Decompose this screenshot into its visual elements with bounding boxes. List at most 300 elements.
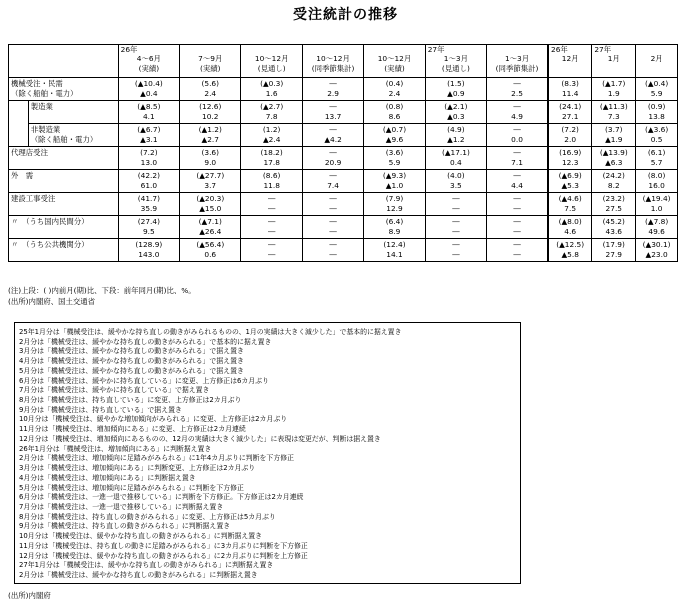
table-cell — [487, 216, 548, 239]
column-header — [364, 45, 425, 78]
column-year: 26年 — [120, 45, 138, 54]
mom-value: (0.4) — [385, 79, 404, 88]
yoy-value: 4.4 — [511, 181, 523, 190]
mom-value: (4.9) — [447, 125, 465, 134]
mom-value: (▲11.3) — [599, 102, 628, 111]
note-source: (出所)内閣府、国土交通省 — [8, 297, 96, 306]
table-notes — [8, 285, 196, 307]
yoy-value: ― — [329, 204, 337, 213]
column-header — [636, 45, 678, 78]
table-cell — [487, 193, 548, 216]
column-period: 10～12月 — [254, 54, 289, 63]
table-cell — [118, 216, 179, 239]
column-header — [241, 45, 302, 78]
table-cell — [241, 147, 302, 170]
yoy-value: ▲0.3 — [447, 112, 465, 121]
table-cell — [241, 239, 302, 262]
yoy-value: 61.0 — [140, 181, 158, 190]
mom-value: (8.3) — [561, 79, 579, 88]
column-type: (実績) — [138, 64, 160, 73]
mom-value: (7.9) — [385, 194, 404, 203]
column-period: 1月 — [607, 54, 620, 63]
history-line: 10月分は「機械受注は、緩やかな持ち直しの動きがみられる」に判断据え置き — [19, 532, 263, 541]
mom-value: (▲1.2) — [198, 125, 222, 134]
mom-value: ― — [329, 79, 337, 88]
yoy-value: 2.4 — [388, 89, 401, 98]
table-cell — [364, 78, 425, 101]
mom-value: ― — [329, 217, 337, 226]
column-period: 12月 — [561, 54, 579, 63]
mom-value: (27.4) — [137, 217, 160, 226]
table-cell — [548, 147, 592, 170]
table-cell — [636, 216, 678, 239]
table-row — [9, 193, 678, 216]
yoy-value: 27.9 — [605, 250, 623, 259]
table-cell — [425, 101, 486, 124]
yoy-value: ▲9.6 — [385, 135, 404, 144]
mom-value: (0.8) — [385, 102, 404, 111]
mom-value: ― — [267, 240, 276, 249]
mom-value: (▲2.1) — [444, 102, 468, 111]
yoy-value: 2.9 — [327, 89, 339, 98]
mom-value: (41.7) — [137, 194, 160, 203]
table-cell — [636, 239, 678, 262]
yoy-value: ― — [452, 250, 460, 259]
mom-value: (1.5) — [447, 79, 465, 88]
mom-value: (▲0.7) — [382, 125, 407, 134]
history-line: 2月分は「機械受注は、増加傾向に足踏みがみられる」に1年4カ月ぶりに判断を下方修正 — [19, 454, 294, 463]
mom-value: ― — [513, 148, 521, 157]
table-cell — [592, 170, 636, 193]
table-cell — [425, 239, 486, 262]
yoy-value: 16.0 — [648, 181, 665, 190]
yoy-value: 3.7 — [204, 181, 217, 190]
mom-value: (7.2) — [140, 148, 158, 157]
history-line: 6月分は「機械受注は、緩やかに持ち直している」に変更、上方修正は6カ月ぶり — [19, 376, 269, 385]
table-cell — [241, 78, 302, 101]
table-row — [9, 101, 678, 124]
mom-value: ― — [329, 194, 337, 203]
row-label-main: 〃 （うち国内民間分） — [11, 217, 89, 226]
mom-value: (▲8.0) — [558, 217, 582, 226]
column-type — [551, 65, 589, 75]
mom-value: (▲1.7) — [602, 79, 626, 88]
mom-value: (▲7.8) — [645, 217, 669, 226]
yoy-value: ▲1.9 — [605, 135, 623, 144]
yoy-value: ― — [513, 204, 521, 213]
mom-value: (▲2.7) — [260, 102, 284, 111]
mom-value: ― — [329, 125, 337, 134]
history-line: 11月分は「機械受注は、増加傾向にある」に変更、上方修正は2カ月連続 — [19, 425, 246, 434]
table-cell — [364, 147, 425, 170]
history-line: 10月分は「機械受注は、緩やかな増加傾向がみられる」に変更、上方修正は2カ月ぶり — [19, 415, 288, 424]
table-cell — [487, 170, 548, 193]
history-line: 4月分は「機械受注は、緩やかな持ち直しの動きがみられる」で据え置き — [19, 357, 244, 366]
yoy-value: 13.0 — [140, 158, 158, 167]
yoy-value: 4.9 — [511, 112, 523, 121]
column-year: 27年 — [427, 45, 445, 54]
table-cell — [425, 78, 486, 101]
table-cell — [302, 147, 363, 170]
mom-value: (7.2) — [561, 125, 579, 134]
row-label-sub: （除く船舶・電力） — [30, 135, 98, 144]
table-cell — [592, 239, 636, 262]
table-cell — [302, 170, 363, 193]
yoy-value: 7.5 — [564, 204, 577, 213]
yoy-value: 1.9 — [607, 89, 620, 98]
table-cell — [302, 124, 363, 147]
yoy-value: 4.1 — [142, 112, 155, 121]
mom-value: ― — [329, 148, 337, 157]
history-line: 9月分は「機械受注は、持ち直しの動きがみられる」に判断据え置き — [19, 522, 231, 531]
mom-value: ― — [452, 194, 460, 203]
yoy-value: 4.6 — [564, 227, 577, 236]
yoy-value: 8.6 — [388, 112, 401, 121]
row-label-sub — [11, 205, 116, 215]
yoy-value: ― — [452, 204, 460, 213]
table-row — [9, 216, 678, 239]
yoy-value: ▲0.4 — [140, 89, 158, 98]
yoy-value: 3.5 — [450, 181, 462, 190]
row-label-sub: （除く船舶・電力） — [11, 89, 78, 98]
column-type: (見通し) — [257, 64, 286, 73]
column-header — [592, 45, 636, 78]
mom-value: (▲8.5) — [137, 102, 161, 111]
yoy-value: ▲1.0 — [385, 181, 404, 190]
column-type: (実績) — [384, 64, 405, 73]
mom-value: (▲0.4) — [645, 79, 669, 88]
mom-value: (▲0.3) — [260, 79, 284, 88]
table-header-row — [9, 45, 678, 78]
table-cell — [180, 78, 241, 101]
mom-value: (17.9) — [602, 240, 625, 249]
table-cell — [241, 124, 302, 147]
mom-value: ― — [329, 240, 337, 249]
mom-value: (24.2) — [602, 171, 625, 180]
yoy-value: 10.2 — [202, 112, 219, 121]
column-type — [638, 65, 675, 75]
mom-value: (0.9) — [647, 102, 666, 111]
table-cell — [241, 216, 302, 239]
table-cell — [180, 147, 241, 170]
history-line: 12月分は「機械受注は、増加傾向にあるものの、12月の実績は大きく減少した」に表現は変更だが、判断は据え置き — [19, 434, 381, 443]
yoy-value: ― — [513, 250, 521, 259]
mom-value: (12.6) — [199, 102, 222, 111]
table-cell — [180, 101, 241, 124]
page-title: 受注統計の推移 — [293, 7, 398, 23]
mom-value: ― — [267, 217, 276, 226]
table-cell — [425, 216, 486, 239]
table-row — [9, 239, 678, 262]
mom-value: (3.6) — [385, 148, 404, 157]
yoy-value: 2.4 — [204, 89, 217, 98]
table-cell — [548, 216, 592, 239]
table-cell — [241, 193, 302, 216]
yoy-value: 11.4 — [561, 89, 579, 98]
column-header — [302, 45, 363, 78]
history-line: 6月分は「機械受注は、一進一退で推移している」に判断を下方修正。下方修正は2カ月連続 — [19, 493, 304, 502]
yoy-value: 17.8 — [263, 158, 280, 167]
table-cell — [592, 147, 636, 170]
mom-value: (▲19.4) — [642, 194, 671, 203]
table-cell — [548, 124, 592, 147]
table-cell — [636, 193, 678, 216]
table-row — [9, 124, 678, 147]
yoy-value: 5.9 — [388, 158, 401, 167]
yoy-value: 9.5 — [142, 227, 155, 236]
row-label-main: 非製造業 — [30, 125, 61, 134]
footer-source: (出所)内閣府 — [8, 591, 51, 600]
table-cell — [302, 78, 363, 101]
yoy-value: ▲2.4 — [262, 135, 281, 144]
mom-value: ― — [452, 217, 460, 226]
history-line: 11月分は「機械受注は、持ち直しの動きに足踏みがみられる」に3カ月ぶりに判断を下方修正 — [19, 541, 308, 550]
mom-value: (▲17.1) — [441, 148, 470, 157]
row-indent — [9, 101, 29, 124]
column-period: 7～9月 — [198, 54, 223, 63]
history-line: 3月分は「機械受注は、緩やかな持ち直しの動きがみられる」で据え置き — [19, 347, 244, 356]
yoy-value: 12.9 — [386, 204, 403, 213]
table-cell — [364, 124, 425, 147]
row-label — [28, 124, 118, 147]
mom-value: ― — [513, 171, 521, 180]
column-type: (同季節集計) — [495, 64, 539, 73]
mom-value: (▲12.5) — [556, 240, 585, 249]
history-line: 3月分は「機械受注は、増加傾向にある」に判断変更、上方修正は2カ月ぶり — [19, 464, 256, 473]
mom-value: ― — [513, 125, 521, 134]
yoy-value: 43.6 — [605, 227, 623, 236]
mom-value: (▲6.9) — [558, 171, 582, 180]
history-line: 7月分は「機械受注は、一進一退で推移している」に判断据え置き — [19, 502, 224, 511]
mom-value: (▲13.9) — [599, 148, 628, 157]
mom-value: ― — [513, 240, 521, 249]
mom-value: (▲56.4) — [196, 240, 225, 249]
row-label-main: 代理店受注 — [11, 148, 48, 157]
table-cell — [548, 239, 592, 262]
table-cell — [487, 147, 548, 170]
table-cell — [180, 239, 241, 262]
mom-value: (4.0) — [447, 171, 465, 180]
yoy-value: 5.7 — [650, 158, 663, 167]
yoy-value: 2.0 — [564, 135, 577, 144]
table-cell — [592, 101, 636, 124]
mom-value: (▲27.7) — [196, 171, 225, 180]
row-label — [9, 170, 119, 193]
row-label — [9, 216, 119, 239]
yoy-value: 35.9 — [140, 204, 158, 213]
history-line: 2月分は「機械受注は、緩やかな持ち直しの動きがみられる」で基本的に据え置き — [19, 337, 272, 346]
row-label — [28, 101, 118, 124]
table-cell — [636, 147, 678, 170]
yoy-value: ▲2.7 — [201, 135, 219, 144]
column-type: (実績) — [199, 64, 221, 73]
row-label-sub — [11, 159, 116, 169]
table-cell — [364, 216, 425, 239]
table-cell — [180, 216, 241, 239]
mom-value: ― — [452, 240, 460, 249]
row-label — [9, 193, 119, 216]
yoy-value: ― — [513, 227, 521, 236]
yoy-value: 7.3 — [607, 112, 620, 121]
row-label-sub — [31, 113, 116, 123]
yoy-value: 11.8 — [263, 181, 280, 190]
table-cell — [592, 78, 636, 101]
table-cell — [592, 124, 636, 147]
mom-value: (▲10.4) — [134, 79, 163, 88]
yoy-value: ▲3.1 — [140, 135, 158, 144]
table-cell — [425, 170, 486, 193]
table-cell — [425, 147, 486, 170]
yoy-value: 7.1 — [511, 158, 523, 167]
orders-statistics-table — [8, 44, 678, 262]
yoy-value: ― — [329, 227, 337, 236]
table-cell — [592, 216, 636, 239]
yoy-value: 143.0 — [138, 250, 160, 259]
history-line: 26年1月分は「機械受注は、増加傾向にある」に判断据え置き — [19, 444, 212, 453]
mom-value: ― — [513, 217, 521, 226]
table-row — [9, 78, 678, 101]
column-year: 26年 — [551, 45, 568, 54]
column-type — [594, 65, 633, 75]
column-type: (見通し) — [441, 64, 470, 73]
yoy-value: 7.4 — [327, 181, 339, 190]
table-cell — [425, 193, 486, 216]
table-cell — [241, 170, 302, 193]
mom-value: (▲30.1) — [642, 240, 671, 249]
table-cell — [636, 101, 678, 124]
yoy-value: 8.9 — [388, 227, 401, 236]
table-row — [9, 170, 678, 193]
table-cell — [548, 78, 592, 101]
yoy-value: ― — [267, 204, 276, 213]
yoy-value: 2.5 — [511, 89, 523, 98]
history-line: 4月分は「機械受注は、増加傾向にある」に判断据え置き — [19, 473, 196, 482]
table-cell — [241, 101, 302, 124]
mom-value: (8.6) — [262, 171, 281, 180]
mom-value: (▲6.7) — [137, 125, 161, 134]
table-cell — [548, 193, 592, 216]
mom-value: (24.1) — [559, 102, 582, 111]
table-cell — [302, 239, 363, 262]
assessment-history-box — [14, 322, 521, 584]
table-cell — [180, 124, 241, 147]
column-period: 1～3月 — [504, 54, 530, 63]
yoy-value: 27.1 — [561, 112, 579, 121]
table-header-corner — [9, 45, 119, 78]
mom-value: (18.2) — [260, 148, 283, 157]
table-cell — [302, 101, 363, 124]
table-cell — [487, 78, 548, 101]
row-label-main: 外 需 — [11, 171, 34, 180]
column-year: 27年 — [594, 45, 612, 54]
mom-value: (128.9) — [135, 240, 163, 249]
table-cell — [118, 101, 179, 124]
yoy-value: ▲15.0 — [199, 204, 222, 213]
table-cell — [118, 147, 179, 170]
mom-value: (23.2) — [602, 194, 625, 203]
row-label-sub — [11, 182, 116, 192]
table-cell — [118, 78, 179, 101]
row-indent — [9, 124, 29, 147]
mom-value: ― — [513, 79, 521, 88]
table-row — [9, 147, 678, 170]
mom-value: (5.6) — [201, 79, 220, 88]
yoy-value: 9.0 — [204, 158, 217, 167]
yoy-value: 14.1 — [386, 250, 403, 259]
yoy-value: 27.5 — [605, 204, 623, 213]
yoy-value: ― — [452, 227, 460, 236]
yoy-value: 13.8 — [648, 112, 665, 121]
mom-value: ― — [513, 102, 521, 111]
column-period: 2月 — [650, 54, 663, 63]
column-period: 1～3月 — [443, 54, 468, 63]
table-cell — [636, 170, 678, 193]
table-cell — [180, 193, 241, 216]
history-line: 7月分は「機械受注は、緩やかに持ち直している」で据え置き — [19, 386, 210, 395]
mom-value: (▲9.3) — [382, 171, 407, 180]
yoy-value: 1.6 — [265, 89, 278, 98]
table-cell — [180, 170, 241, 193]
column-type: (同季節集計) — [311, 64, 355, 73]
column-header — [487, 45, 548, 78]
row-label-sub — [11, 228, 116, 238]
mom-value: (45.2) — [602, 217, 625, 226]
table-cell — [487, 101, 548, 124]
yoy-value: 49.6 — [648, 227, 665, 236]
mom-value: (1.2) — [262, 125, 281, 134]
row-label — [9, 78, 119, 101]
mom-value: ― — [267, 194, 276, 203]
note-line: (注)上段：( )内前月(期)比、下段：前年同月(期)比、%。 — [8, 286, 196, 295]
yoy-value: 1.0 — [650, 204, 663, 213]
mom-value: (3.6) — [201, 148, 220, 157]
table-cell — [302, 216, 363, 239]
column-header — [548, 45, 592, 78]
history-line: 2月分は「機械受注は、緩やかな持ち直しの動きがみられる」に判断据え置き — [19, 570, 258, 579]
mom-value: (▲20.3) — [196, 194, 225, 203]
row-label — [9, 239, 119, 262]
mom-value: (6.1) — [647, 148, 666, 157]
column-header — [118, 45, 179, 78]
yoy-value: 20.9 — [324, 158, 342, 167]
mom-value: (6.4) — [385, 217, 404, 226]
history-line: 5月分は「機械受注は、緩やかな持ち直しの動きがみられる」で据え置き — [19, 366, 244, 375]
history-line: 8月分は「機械受注は、持ち直しの動きがみられる」に変更、上方修正は5カ月ぶり — [19, 512, 276, 521]
yoy-value: 8.2 — [607, 181, 620, 190]
table-cell — [636, 124, 678, 147]
yoy-value: 5.9 — [650, 89, 663, 98]
mom-value: (12.4) — [383, 240, 406, 249]
table-cell — [302, 193, 363, 216]
table-cell — [548, 101, 592, 124]
table-cell — [487, 124, 548, 147]
yoy-value: ― — [267, 250, 276, 259]
mom-value: (16.9) — [559, 148, 582, 157]
row-label-main: 建設工事受注 — [11, 194, 56, 203]
history-line: 12月分は「機械受注は、緩やかな持ち直しの動きがみられる」に2カ月ぶりに判断を上方修正 — [19, 551, 308, 560]
table-cell — [425, 124, 486, 147]
mom-value: (3.7) — [605, 125, 623, 134]
row-label — [9, 147, 119, 170]
table-cell — [118, 239, 179, 262]
mom-value: (▲4.6) — [558, 194, 582, 203]
yoy-value: 0.5 — [650, 135, 663, 144]
table-cell — [364, 193, 425, 216]
yoy-value: ▲6.3 — [605, 158, 623, 167]
history-line: 5月分は「機械受注は、増加傾向に足踏みがみられる」に判断を下方修正 — [19, 483, 244, 492]
yoy-value: ▲5.8 — [561, 250, 579, 259]
yoy-value: 7.8 — [265, 112, 278, 121]
